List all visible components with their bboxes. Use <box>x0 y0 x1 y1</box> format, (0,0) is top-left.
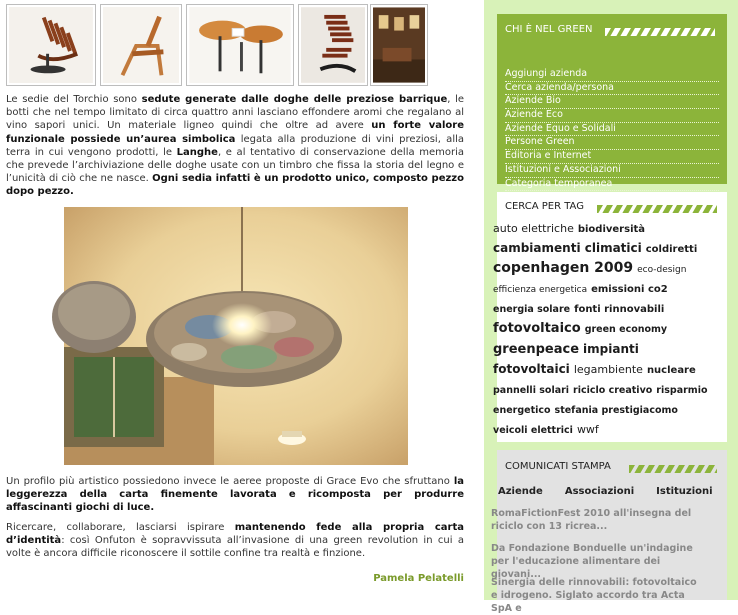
chi-e-nel-green-box <box>497 14 727 189</box>
menu-item[interactable]: Aziende Bio <box>505 95 719 109</box>
tag-link[interactable]: emissioni co2 <box>591 284 668 296</box>
tag-link[interactable]: fotovoltaici <box>493 361 570 376</box>
press-tab[interactable]: Associazioni <box>564 486 635 497</box>
tag-link[interactable]: veicoli elettrici <box>493 424 573 436</box>
box-title: CERCA PER TAG <box>505 201 584 212</box>
paragraph-text: Un profilo più artistico possiedono invece le aeree proposte di Grace Evo che sfruttano <box>6 476 454 487</box>
chair-thumbnail-2[interactable] <box>100 4 182 86</box>
tag-link[interactable]: fotovoltaico <box>493 321 581 337</box>
box-title: CHI È NEL GREEN <box>505 24 593 35</box>
stripes-decoration <box>629 465 717 473</box>
box-header <box>505 20 721 40</box>
tag-link[interactable]: greenpeace <box>493 341 580 357</box>
room-thumbnail[interactable] <box>370 4 428 86</box>
chair-thumbnail-1[interactable] <box>6 4 96 86</box>
menu-item[interactable]: Istituzioni e Associazioni <box>505 164 719 178</box>
paragraph-text: legata alla produzione di vini preziosi, alla terra in cui vengono prodotti, le <box>6 133 464 158</box>
bold-text: Langhe <box>176 146 218 158</box>
press-news-item[interactable]: Sinergia delle rinnovabili: fotovoltaico e idrogeno. Siglato accordo tra Acta SpA e <box>491 577 697 614</box>
tag-link[interactable]: copenhagen 2009 <box>493 260 634 277</box>
tag-link[interactable]: riciclo creativo <box>573 384 653 396</box>
paragraph-text: , le botti che nel tempo limitato di circa quattro anni lasciano effondere aromi che regalano al vino sapori unici. Un materiale ligneo quindi che oltre ad avere <box>6 94 464 132</box>
sidebar <box>484 0 738 614</box>
tag-row <box>493 358 713 378</box>
tag-row <box>493 277 713 297</box>
article-paragraph-3 <box>6 521 464 561</box>
tag-row <box>493 317 713 337</box>
paper-lamp-photo[interactable] <box>64 207 408 465</box>
menu-item[interactable]: Editoria e Internet <box>505 150 719 164</box>
press-tab[interactable]: Aziende <box>498 486 543 497</box>
tag-link[interactable]: risparmio <box>656 384 708 396</box>
tag-link[interactable]: energetico <box>493 404 551 416</box>
paragraph-text: Ricercare, collaborare, lasciarsi ispirare <box>6 522 235 533</box>
tag-link[interactable]: energia solare <box>493 304 571 316</box>
paragraph-text: , e al tentativo di conservazione della memoria che prevede l’archiviazione delle doghe usate con un timbro che fissa la storia del legno e l’unicità di ciò che ne nasce. <box>6 146 465 185</box>
tag-row <box>493 398 713 418</box>
table-thumbnail[interactable] <box>186 4 294 86</box>
menu-item[interactable]: Aziende Equo e Solidali <box>505 123 719 137</box>
tag-link[interactable]: nucleare <box>646 364 696 376</box>
tag-link[interactable]: pannelli solari <box>493 384 570 396</box>
press-news-item[interactable]: Da Fondazione Bonduelle un'indagine per l'educazione alimentare dei giovani... <box>491 543 693 580</box>
tag-link[interactable]: wwf <box>576 422 599 436</box>
tag-row <box>493 378 713 398</box>
box-title: COMUNICATI STAMPA <box>505 461 611 472</box>
author-name[interactable]: Pamela Pelatelli <box>373 573 464 584</box>
article-paragraph-1 <box>6 93 464 199</box>
article-paragraph-2 <box>6 475 464 515</box>
paragraph-text: Le sedie del Torchio sono <box>6 94 142 105</box>
tag-row <box>493 257 713 277</box>
stripes-decoration <box>605 28 715 36</box>
tag-link[interactable]: green economy <box>584 324 668 336</box>
tag-row <box>493 418 713 438</box>
menu-item[interactable]: Categoria temporanea <box>505 178 719 192</box>
tag-link[interactable]: cambiamenti climatici <box>493 241 642 256</box>
press-tabs <box>498 486 735 497</box>
tag-link[interactable]: stefania prestigiacomo <box>554 404 678 416</box>
tag-link[interactable]: efficienza energetica <box>493 285 588 296</box>
tag-link[interactable]: legambiente <box>573 362 643 376</box>
tag-row <box>493 297 713 317</box>
tag-cloud <box>493 217 713 438</box>
tag-link[interactable]: auto elettriche <box>493 222 574 235</box>
tag-row <box>493 237 713 257</box>
press-tab[interactable]: Istituzioni <box>656 486 713 497</box>
bold-text: la leggerezza della carta finemente lavorata e ricomposta per produrre affascinanti giochi di luce. <box>6 476 464 514</box>
stripes-decoration <box>597 205 717 213</box>
tag-row <box>493 217 713 237</box>
tag-link[interactable]: eco-design <box>637 265 687 276</box>
menu-item[interactable]: Persone Green <box>505 136 719 150</box>
tag-link[interactable]: biodiversità <box>577 224 646 235</box>
tag-link[interactable]: coldiretti <box>645 244 698 256</box>
chair-thumbnail-3[interactable] <box>298 4 368 86</box>
bold-text: mantenendo fede alla propria carta d’identità <box>6 522 464 547</box>
bold-text: sedute generate dalle doghe delle preziose barrique <box>141 94 448 105</box>
bold-text: Ogni sedia infatti è un prodotto unico, composto pezzo dopo pezzo. <box>6 173 465 198</box>
menu-item[interactable]: Aggiungi azienda <box>505 68 719 82</box>
menu-item[interactable]: Cerca azienda/persona <box>505 82 719 96</box>
box-header <box>505 197 721 217</box>
tag-row <box>493 338 713 358</box>
menu-item[interactable]: Aziende Eco <box>505 109 719 123</box>
box-header <box>505 457 721 477</box>
tag-link[interactable]: fonti rinnovabili <box>574 304 665 316</box>
bold-text: un forte valore funzionale possiede un’aurea simbolica <box>6 120 465 145</box>
press-news-item[interactable]: RomaFictionFest 2010 all'insegna del riciclo con 13 ricrea... <box>491 508 692 532</box>
green-menu <box>505 68 719 191</box>
tag-link[interactable]: impianti <box>583 341 639 356</box>
paragraph-text: : così Onfuton è sopravvissuta all’invasione di una green revolution in cui a volte è ancora difficile riconoscere il sottile confine tra realtà e finzione. <box>6 535 464 560</box>
